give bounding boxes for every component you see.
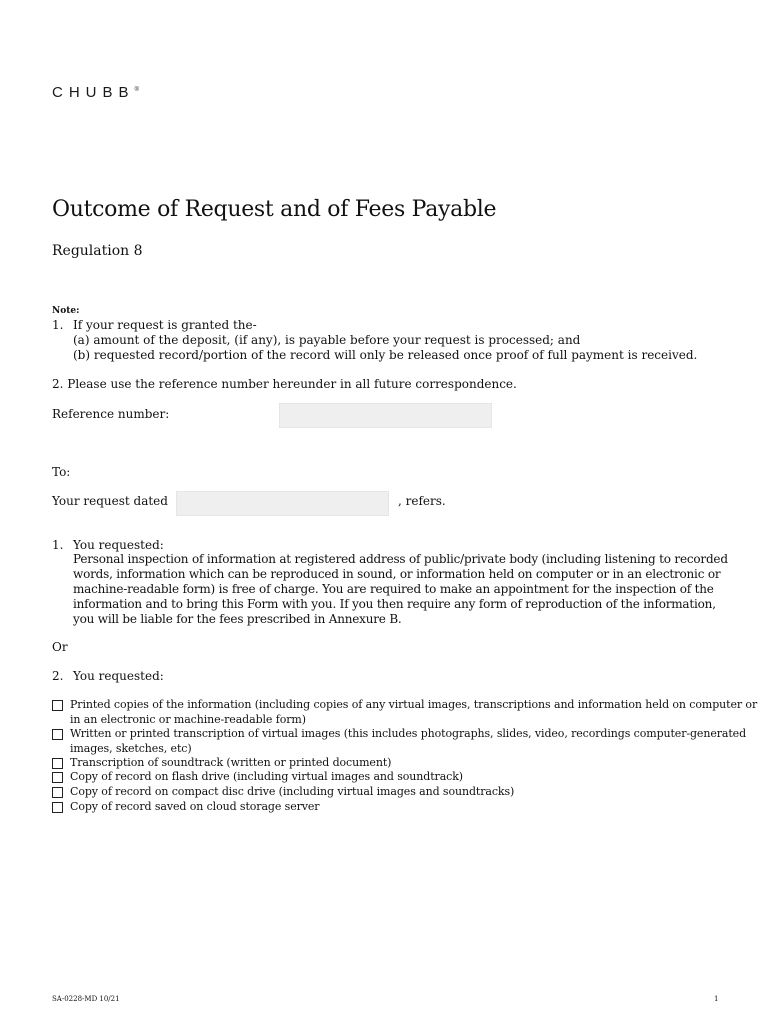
request-date-field[interactable]: [176, 491, 389, 516]
section1-line: Personal inspection of information at registered address of public/private body (including listening to recorded: [73, 552, 728, 566]
option-flash-drive-label: Copy of record on flash drive (including virtual images and soundtrack): [70, 770, 463, 783]
or-text: Or: [52, 640, 68, 654]
option-compact-disc-checkbox[interactable]: [52, 787, 63, 798]
option-line: Written or printed transcription of virtual images (this includes photographs, slides, video, recordings computer-generated: [70, 727, 747, 740]
note-label: Note:: [52, 306, 80, 316]
option-printed-copies-label: [70, 698, 758, 727]
section1-body: [73, 552, 733, 627]
option-line: in an electronic or machine-readable form): [70, 712, 306, 726]
page-title: Outcome of Request and of Fees Payable: [52, 197, 497, 222]
request-dated-label: Your request dated: [52, 494, 168, 508]
section2-heading: You requested:: [73, 669, 164, 683]
registered-mark: ®: [134, 87, 139, 93]
footer-form-code: SA-0228-MD 10/21: [52, 995, 120, 1003]
to-label: To:: [52, 465, 71, 479]
section2-number: 2.: [52, 669, 64, 683]
option-cloud-storage-checkbox[interactable]: [52, 802, 63, 813]
section1-line: information and to bring this Form with you. If you then require any form of reproduction of the information,: [73, 597, 716, 611]
footer-page-number: 1: [714, 995, 719, 1003]
section1-line: you will be liable for the fees prescribed in Annexure B.: [73, 612, 402, 626]
section1-line: words, information which can be reproduced in sound, or information held on computer or in an electronic or: [73, 567, 721, 581]
option-compact-disc-label: Copy of record on compact disc drive (including virtual images and soundtracks): [70, 785, 515, 798]
option-line: Printed copies of the information (including copies of any virtual images, transcriptions and information held on computer or: [70, 698, 758, 711]
option-line: images, sketches, etc): [70, 741, 192, 755]
option-transcription-soundtrack-label: Transcription of soundtrack (written or printed document): [70, 756, 392, 769]
option-transcription-virtual-images-label: [70, 727, 747, 756]
option-flash-drive-checkbox[interactable]: [52, 772, 63, 783]
chubb-logo: [52, 84, 139, 101]
option-transcription-virtual-images-checkbox[interactable]: [52, 729, 63, 740]
brand-name: CHUBB: [52, 84, 135, 101]
note-item1-text: If your request is granted the-: [73, 318, 257, 332]
regulation-subtitle: Regulation 8: [52, 243, 143, 259]
section1-heading: You requested:: [73, 538, 164, 552]
option-printed-copies-checkbox[interactable]: [52, 700, 63, 711]
note-item2: 2. Please use the reference number hereunder in all future correspondence.: [52, 377, 517, 391]
reference-number-field[interactable]: [279, 403, 492, 428]
section1-line: machine-readable form) is free of charge. You are required to make an appointment for the inspection of the: [73, 582, 714, 596]
option-transcription-soundtrack-checkbox[interactable]: [52, 758, 63, 769]
option-cloud-storage-label: Copy of record saved on cloud storage server: [70, 800, 320, 813]
refers-text: , refers.: [398, 494, 446, 508]
reference-number-label: Reference number:: [52, 407, 170, 421]
note-item1-b: (b) requested record/portion of the record will only be released once proof of full payment is received.: [73, 348, 698, 362]
note-item1-number: 1.: [52, 318, 64, 332]
section1-number: 1.: [52, 538, 64, 552]
note-item1-a: (a) amount of the deposit, (if any), is payable before your request is processed; and: [73, 333, 581, 347]
